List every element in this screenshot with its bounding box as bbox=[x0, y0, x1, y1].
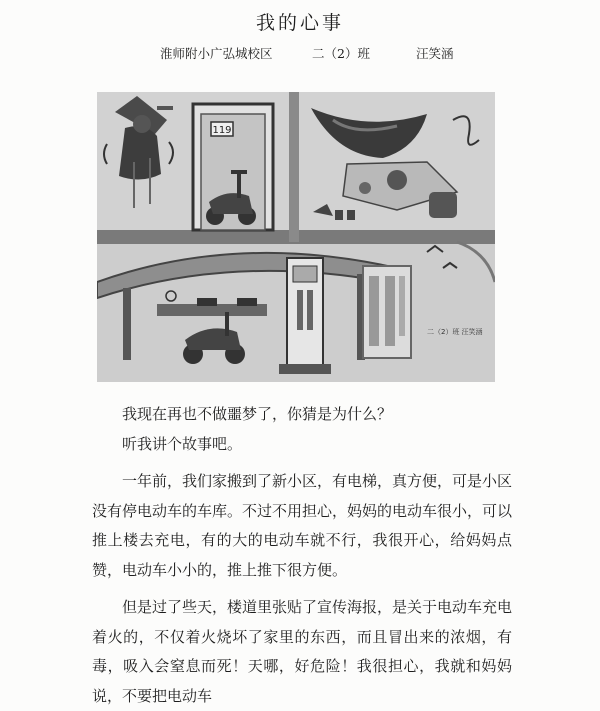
byline bbox=[0, 44, 600, 64]
paragraph: 我现在再也不做噩梦了，你猜是为什么？ bbox=[122, 405, 393, 423]
charging-station bbox=[279, 258, 331, 374]
paragraph: 但是过了些天，楼道里张贴了宣传海报，是关于电动车充电着火的，不仅着火烧坏了家里的东西，而且冒出来的浓烟，有毒，吸入会窒息而死！天哪，好危险！我很担心，我就和妈妈说，不要把电动车 bbox=[92, 598, 513, 705]
page-title: 我的心事 bbox=[255, 12, 344, 34]
class-name: 二（2）班 bbox=[312, 46, 370, 61]
drawing-svg bbox=[97, 92, 495, 382]
paragraph: 听我讲个故事吧。 bbox=[122, 434, 243, 453]
door-number: 119 bbox=[212, 125, 232, 136]
drawing-signature: 二（2）班 汪笑涵 bbox=[427, 328, 483, 336]
child-drawing-illustration bbox=[97, 92, 495, 382]
essay-body bbox=[92, 400, 512, 711]
author-name: 汪笑涵 bbox=[416, 46, 454, 61]
school-name: 淮师附小广弘城校区 bbox=[160, 46, 273, 61]
safety-poster bbox=[363, 266, 411, 358]
paragraph: 一年前，我们家搬到了新小区，有电梯，真方便，可是小区没有停电动车的车库。不过不用担心，妈妈的电动车很小，可以推上楼去充电，有的大的电动车就不行，我很开心，给妈妈点赞，电动车小小的，推上推下很方便。 bbox=[92, 472, 513, 579]
wall-divider bbox=[289, 92, 299, 242]
